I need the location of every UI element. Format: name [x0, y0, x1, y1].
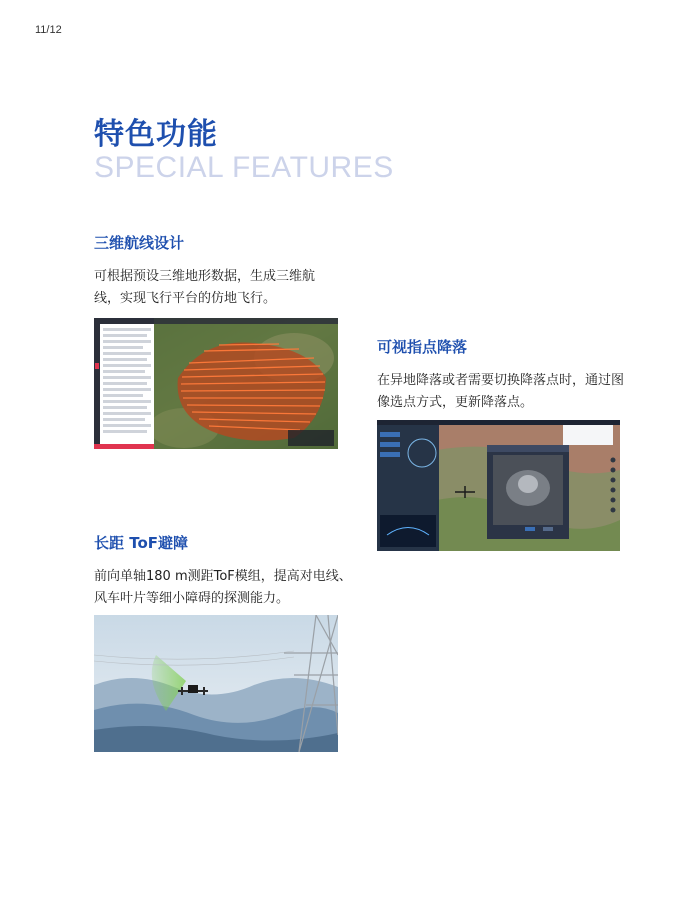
landing-point-screenshot [377, 420, 620, 551]
route-planning-screenshot [94, 318, 338, 449]
feature-title-tof-avoidance: 长距 ToF避障 [94, 534, 189, 552]
page-title: 特色功能 [94, 117, 218, 152]
page-number: 11/12 [35, 24, 62, 36]
feature-title-visual-landing: 可视指点降落 [377, 338, 468, 356]
feature-desc-3d-route: 可根据预设三维地形数据，生成三维航线，实现飞行平台的仿地飞行。 [94, 269, 316, 306]
page-subtitle: SPECIAL FEATURES [94, 151, 394, 184]
tof-drone-image [94, 615, 338, 752]
feature-title-3d-route: 三维航线设计 [94, 234, 185, 252]
feature-desc-visual-landing: 在异地降落或者需要切换降落点时，通过图像选点方式，更新降落点。 [377, 373, 625, 410]
feature-desc-tof-avoidance: 前向单轴180 m测距ToF模组，提高对电线、风车叶片等细小障碍的探测能力。 [94, 569, 352, 606]
